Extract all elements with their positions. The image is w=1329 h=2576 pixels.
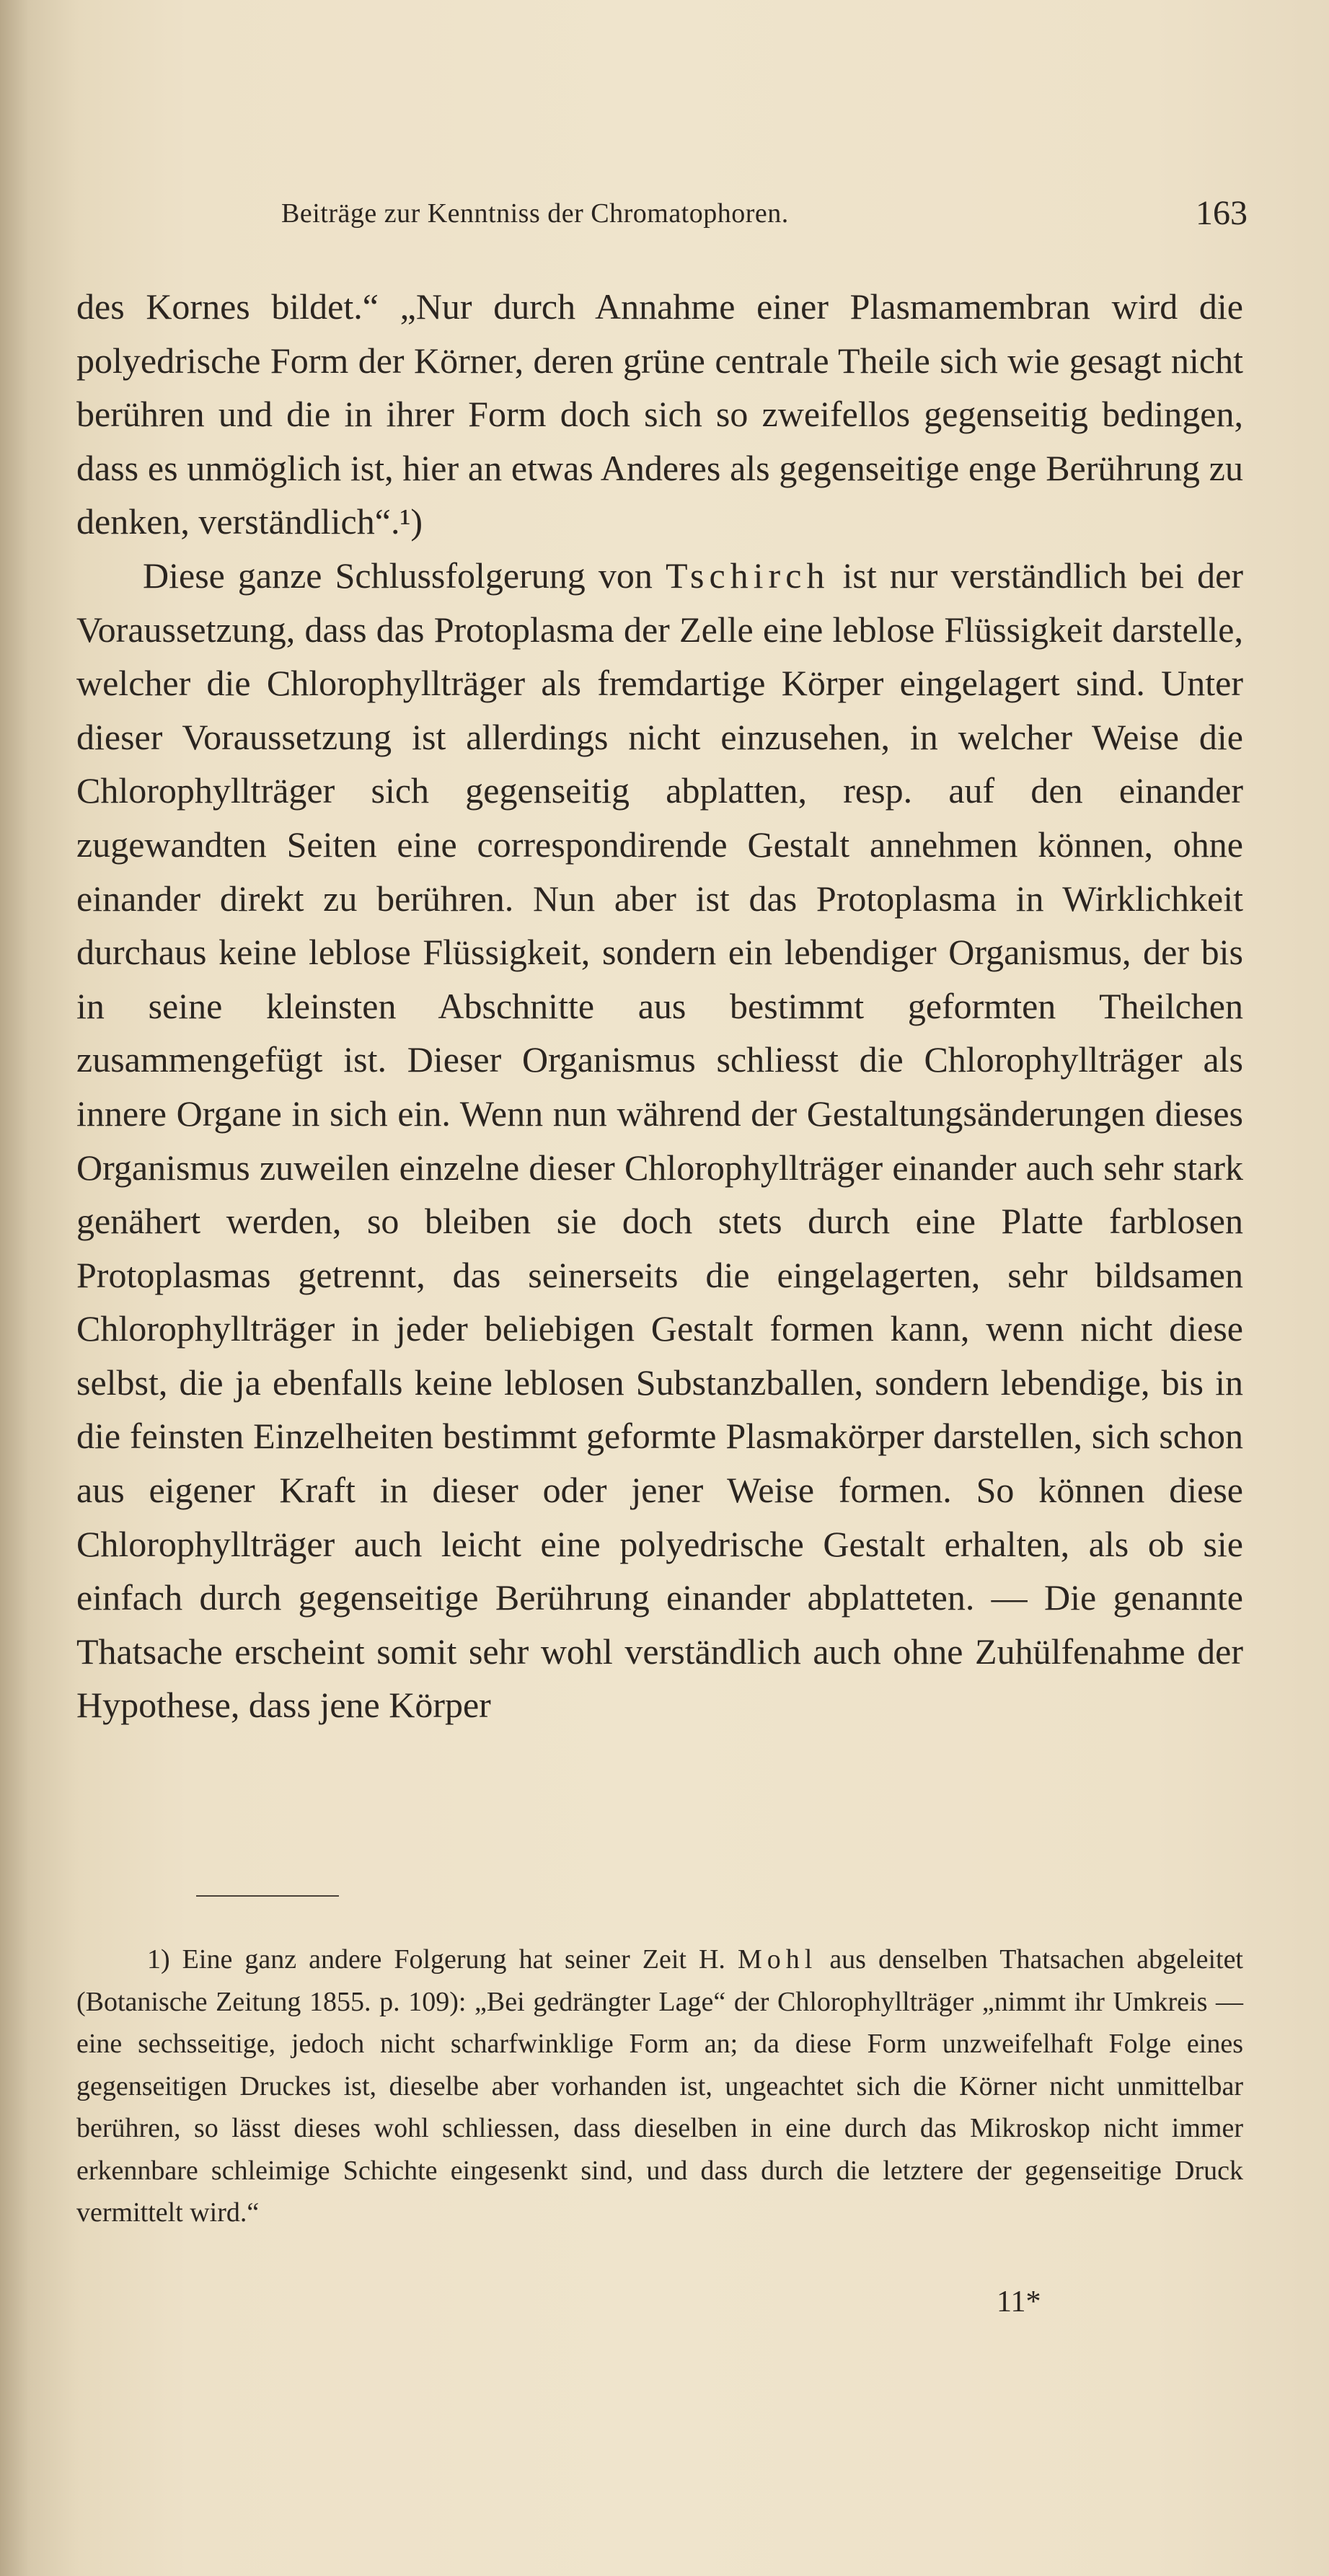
author-name: Tschirch: [665, 555, 830, 596]
running-title: Beiträge zur Kenntniss der Chromatophoren.: [281, 198, 789, 229]
paragraph: [76, 549, 1243, 1732]
signature-mark: 11*: [997, 2285, 1041, 2319]
running-head: [281, 193, 1248, 237]
footnote-divider: [196, 1895, 339, 1897]
paragraph-text: ist nur verständlich bei der Voraussetzung, dass das Protoplasma der Zelle eine leblose Flüssigkeit darstelle, welcher die Chlorophyllträger als fremdartige Körper eingelagert sind. Unter dieser Voraussetzung ist allerdings nicht einzusehen, in welcher Weise die Chlorophyllträger sich gegenseitig abplatten, resp. auf den einander zugewandten Seiten eine correspondirende Gestalt annehmen können, ohne einander direkt zu berühren. Nun aber ist das Protoplasma in Wirklichkeit durchaus keine leblose Flüssigkeit, sondern ein lebendiger Organismus, der bis in seine kleinsten Abschnitte aus bestimmt geformten Theilchen zusammengefügt ist. Dieser Organismus schliesst die Chlorophyllträger als innere Organe in sich ein. Wenn nun während der Gestaltungsänderungen dieses Organismus zuweilen einzelne dieser Chlorophyllträger einander auch sehr stark genähert werden, so bleiben sie doch stets durch eine Platte farblosen Protoplasmas getrennt, das seinerseits die eingelagerten, sehr bildsamen Chlorophyllträger in jeder beliebigen Gestalt formen kann, wenn nicht diese selbst, die ja ebenfalls keine leblosen Substanzballen, sondern lebendige, bis in die feinsten Einzelheiten bestimmt geformte Plasmakörper darstellen, sich schon aus eigener Kraft in dieser oder jener Weise formen. So können diese Chlorophyllträger auch leicht eine polyedrische Gestalt erhalten, als ob sie einfach durch gegenseitige Berührung einander abplatteten. — Die genannte Thatsache erscheint somit sehr wohl verständlich auch ohne Zuhülfenahme der Hypothese, dass jene Körper: [76, 555, 1243, 1726]
footnote: [76, 1938, 1243, 2234]
main-text: [76, 280, 1243, 1732]
footnote-text: aus denselben Thatsachen abgeleitet (Botanische Zeitung 1855. p. 109): „Bei gedrängter Lage“ der Chlorophyllträger „nimmt ihr Umkreis — eine sechsseitige, jedoch nicht scharfwinklige Form an; da diese Form unzweifelhaft Folge eines gegenseitigen Druckes ist, dieselbe aber vorhanden ist, ungeachtet sich die Körner nicht unmittelbar berühren, so lässt dieses wohl schliessen, dass dieselben in eine durch das Mikroskop nicht immer erkennbare schleimige Schichte eingesenkt sind, und dass durch die letztere der gegenseitige Druck vermittelt wird.“: [76, 1944, 1243, 2228]
page-number: 163: [1196, 194, 1248, 232]
paragraph: des Kornes bildet.“ „Nur durch Annahme einer Plasmamembran wird die polyedrische Form der Körner, deren grüne centrale Theile sich wie gesagt nicht berühren und die in ihrer Form doch sich so zweifellos gegenseitig bedingen, dass es unmöglich ist, hier an etwas Anderes als gegenseitige enge Berührung zu denken, verständlich“.¹): [76, 286, 1243, 542]
footnote-author-name: Mohl: [737, 1944, 818, 1975]
paragraph-text: Diese ganze Schlussfolgerung von: [143, 555, 666, 596]
footnote-text: 1) Eine ganz andere Folgerung hat seiner Zeit H.: [147, 1944, 738, 1975]
